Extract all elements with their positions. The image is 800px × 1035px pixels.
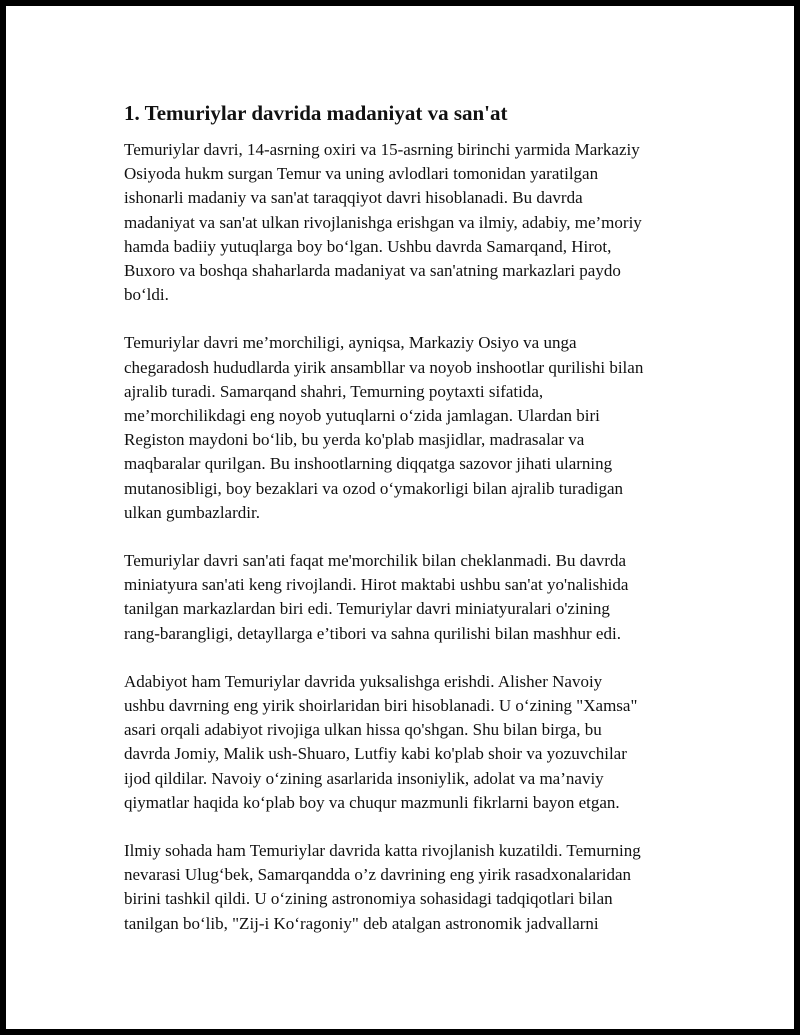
text-line: nevarasi Ulug‘bek, Samarqandda o’z davrining eng yirik rasadxonalaridan	[124, 865, 631, 885]
text-line: me’morchilikdagi eng noyob yutuqlarni o‘zida jamlagan. Ulardan biri	[124, 406, 600, 426]
text-line: rang-barangligi, detayllarga e’tibori va sahna qurilishi bilan mashhur edi.	[124, 623, 621, 643]
text-line: madaniyat va san'at ulkan rivojlanishga erishgan va ilmiy, adabiy, me’moriy	[124, 212, 642, 232]
document-body	[118, 100, 703, 960]
paragraph-architecture	[124, 331, 703, 525]
section-heading: 1. Temuriylar davrida madaniyat va san'at	[124, 101, 508, 125]
text-line: Buxoro va boshqa shaharlarda madaniyat va san'atning markazlari paydo	[124, 261, 621, 281]
text-line: hamda badiiy yutuqlarga boy bo‘lgan. Ushbu davrda Samarqand, Hirot,	[124, 236, 612, 256]
text-line: Temuriylar davri, 14-asrning oxiri va 15-asrning birinchi yarmida Markaziy	[124, 140, 640, 159]
text-line: Osiyoda hukm surgan Temur va uning avlodlari tomonidan yaratilgan	[124, 164, 599, 184]
text-line: chegaradosh hududlarda yirik ansambllar va noyob inshootlar qurilishi bilan	[124, 357, 644, 377]
text-line: ishonarli madaniy va san'at taraqqiyot davri hisoblanadi. Bu davrda	[124, 188, 583, 208]
text-line: miniatyura san'ati keng rivojlandi. Hirot maktabi ushbu san'at yo'nalishida	[124, 575, 629, 595]
text-line: birini tashkil qildi. U o‘zining astronomiya sohasidagi tadqiqotlari bilan	[124, 889, 613, 909]
text-line: asari orqali adabiyot rivojiga ulkan hissa qo'shgan. Shu bilan birga, bu	[124, 720, 602, 740]
text-line: tanilgan bo‘lib, "Zij-i Ko‘ragoniy" deb atalgan astronomik jadvallarni	[124, 913, 599, 933]
text-line: ajralib turadi. Samarqand shahri, Temurning poytaxti sifatida,	[124, 381, 544, 401]
paragraph-science	[124, 839, 703, 936]
text-line: Temuriylar davri me’morchiligi, ayniqsa, Markaziy Osiyo va unga	[124, 333, 577, 353]
text-line: maqbaralar qurilgan. Bu inshootlarning diqqatga sazovor jihati ularning	[124, 454, 613, 474]
text-line: ushbu davrning eng yirik shoirlaridan biri hisoblanadi. U o‘zining "Xamsa"	[124, 696, 638, 716]
text-line: Temuriylar davri san'ati faqat me'morchilik bilan cheklanmadi. Bu davrda	[124, 551, 627, 571]
text-line: Registon maydoni bo‘lib, bu yerda ko'plab masjidlar, madrasalar va	[124, 430, 585, 450]
text-line: Adabiyot ham Temuriylar davrida yuksalishga erishdi. Alisher Navoiy	[124, 671, 603, 691]
text-line: mutanosibligi, boy bezaklari va ozod o‘ymakorligi bilan ajralib turadigan	[124, 478, 624, 498]
text-line: tanilgan markazlardan biri edi. Temuriylar davri miniatyuralari o'zining	[124, 599, 610, 619]
paragraph-intro	[124, 138, 703, 307]
text-line: ijod qildilar. Navoiy o‘zining asarlarida insoniylik, adolat va ma’naviy	[124, 768, 604, 788]
text-line: qiymatlar haqida ko‘plab boy va chuqur mazmunli fikrlarni bayon etgan.	[124, 792, 620, 812]
text-line: bo‘ldi.	[124, 285, 169, 305]
paragraph-literature	[124, 670, 703, 815]
paragraph-art	[124, 549, 703, 646]
text-line: ulkan gumbazlardir.	[124, 502, 260, 522]
text-line: Ilmiy sohada ham Temuriylar davrida katta rivojlanish kuzatildi. Temurning	[124, 841, 641, 861]
text-line: davrda Jomiy, Malik ush-Shuaro, Lutfiy kabi ko'plab shoir va yozuvchilar	[124, 744, 627, 764]
